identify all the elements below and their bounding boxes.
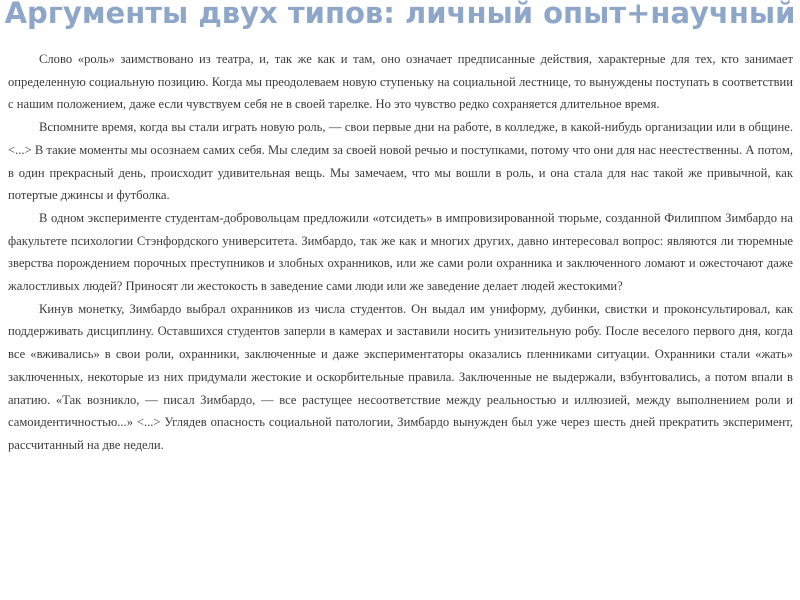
paragraph-3: В одном эксперименте студентам-добровольцам предложили «отсидеть» в импровизированной тюрьме, созданной Филиппом Зимбардо на факультете психологии Стэнфордского университета. Зимбардо, так же как и многих других, давно интересовал вопрос: являются ли тюремные зверства порождением порочных преступников и злобных охранников, или же сами роли охранника и заключенного ломают и ожесточают даже жалостливых людей? Приносят ли жестокость в заведение сами люди или же заведение делает людей жестокими?	[8, 210, 793, 294]
paragraph-4: Кинув монетку, Зимбардо выбрал охранников из числа студентов. Он выдал им униформу, дубинки, свистки и проконсультировал, как поддерживать дисциплину. Оставшихся студентов заперли в камерах и заставили носить унизительную робу. После веселого первого дня, когда все «вживались» в свои роли, охранники, заключенные и даже экспериментаторы оказались пленниками ситуации. Охранники стали «жать» заключенных, некоторые из них придумали жестокие и оскорбительные правила. Заключенные не выдержали, взбунтовались, а потом впали в апатию. «Так возникло, — писал Зимбардо, — все растущее несоответствие между реальностью и иллюзией, между выполнением роли и самоидентичностью...» <...> Углядев опасность социальной патологии, Зимбардо вынужден был уже через шесть дней прекратить эксперимент, рассчитанный на две недели.	[8, 301, 793, 452]
slide-title: Аргументы двух типов: личный опыт+научный	[4, 0, 796, 30]
paragraph-2: Вспомните время, когда вы стали играть новую роль, — свои первые дни на работе, в колледже, в какой-нибудь организации или в общине. <...> В такие моменты мы осознаем самих себя. Мы следим за своей новой речью и поступками, потому что они для нас неестественны. А потом, в один прекрасный день, происходит удивительная вещь. Мы замечаем, что мы вошли в роль, и она стала для нас такой же привычной, как потертые джинсы и футболка.	[8, 120, 793, 203]
slide-body	[8, 48, 793, 457]
paragraph-1: Слово «роль» заимствовано из театра, и, так же как и там, оно означает предписанные действия, характерные для тех, кто занимает определенную социальную позицию. Когда мы преодолеваем новую ступеньку на социальной лестнице, то вынуждены поступать в соответствии с нашим положением, даже если чувствуем себя не в своей тарелке. Но это чувство редко сохраняется длительное время.	[8, 52, 793, 112]
